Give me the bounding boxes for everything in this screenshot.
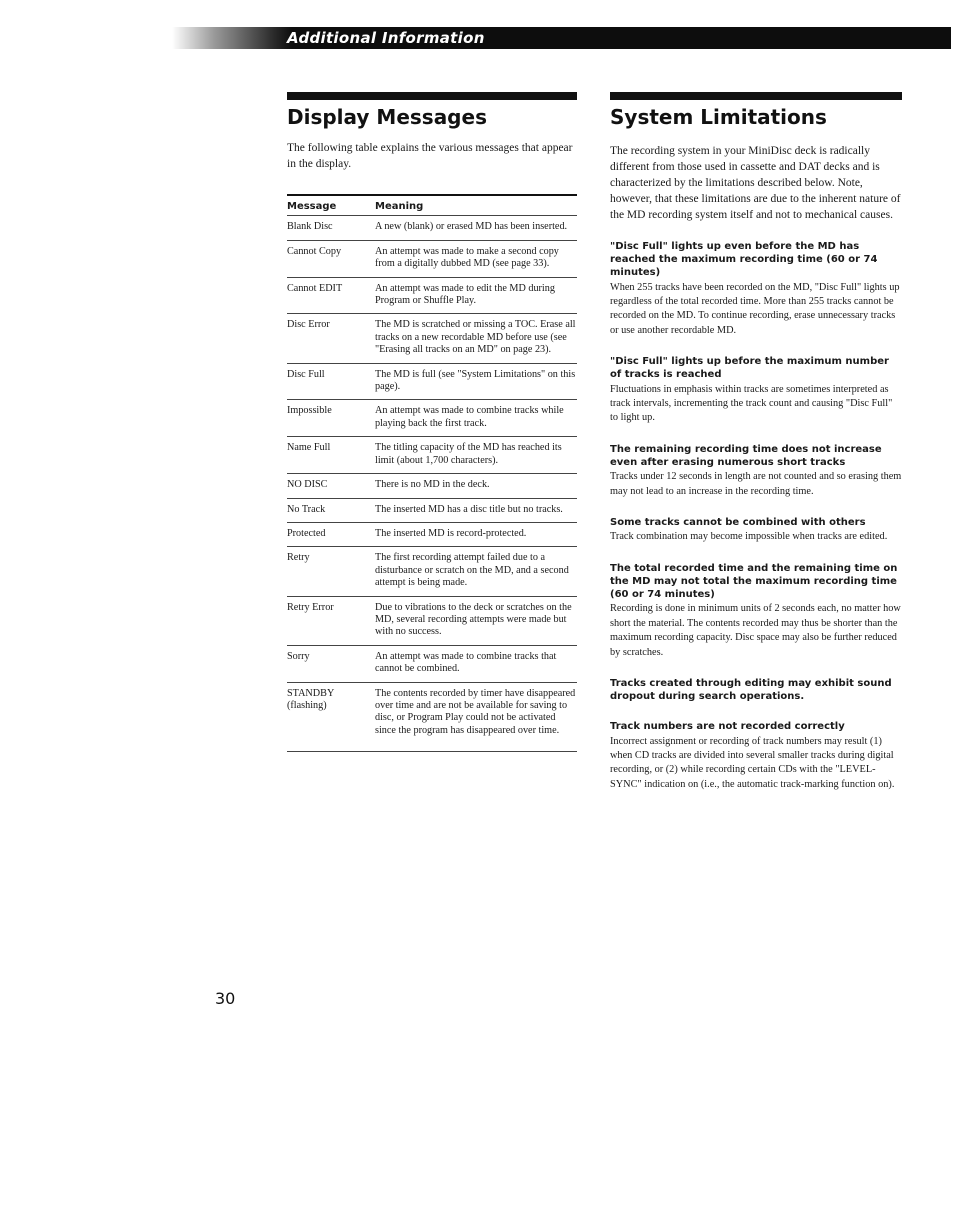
table-row: [287, 437, 577, 474]
page-number: 30: [215, 989, 236, 1008]
table-row: [287, 645, 577, 682]
meaning-cell: There is no MD in the deck.: [375, 474, 577, 498]
message-cell: Name Full: [287, 437, 375, 474]
meaning-column-header: Meaning: [375, 201, 424, 212]
table-row: [287, 547, 577, 596]
heading-rule: [610, 92, 902, 100]
limitation-item: [610, 720, 902, 792]
limitation-heading: The total recorded time and the remaining time on the MD may not total the maximum recording time (60 or 74 minutes): [610, 562, 898, 601]
table-row: [287, 314, 577, 363]
limitation-item: [610, 443, 902, 499]
limitation-item: [610, 562, 902, 660]
table-row: [287, 216, 577, 240]
banner-grain: [172, 27, 292, 49]
meaning-cell: An attempt was made to make a second copy from a digitally dubbed MD (see page 33).: [375, 240, 577, 277]
section-title: Additional Information: [287, 29, 485, 47]
message-cell: NO DISC: [287, 474, 375, 498]
limitation-body: Tracks under 12 seconds in length are not counted and so erasing them may not lead to an increase in the recording time.: [610, 471, 902, 497]
meaning-cell: A new (blank) or erased MD has been inserted.: [375, 216, 577, 240]
meaning-cell: The inserted MD is record-protected.: [375, 522, 577, 546]
limitation-heading: "Disc Full" lights up before the maximum number of tracks is reached: [610, 356, 889, 381]
message-column-header: Message: [287, 201, 337, 212]
message-cell: Disc Error: [287, 314, 375, 363]
system-limitations-heading: System Limitations: [610, 105, 827, 129]
meaning-cell: The first recording attempt failed due to a disturbance or scratch on the MD, and a second attempt is being made.: [375, 547, 577, 596]
limitation-heading: The remaining recording time does not increase even after erasing numerous short tracks: [610, 443, 882, 469]
message-cell: No Track: [287, 498, 375, 522]
meaning-cell: An attempt was made to edit the MD during Program or Shuffle Play.: [375, 277, 577, 314]
meaning-cell: Due to vibrations to the deck or scratches on the MD, several recording attempts were made but with no success.: [375, 596, 577, 645]
limitation-body: Track combination may become impossible when tracks are edited.: [610, 531, 888, 543]
table-row: [287, 522, 577, 546]
table-header-row: [287, 195, 577, 216]
message-cell: Protected: [287, 522, 375, 546]
limitation-body: Incorrect assignment or recording of track numbers may result (1) when CD tracks are divided into several smaller tracks during digital recording, or (2) while recording certain CDs with the "LEVEL-SYNC" indication on (i.e., the automatic track-marking function on).: [610, 735, 895, 790]
limitation-item: [610, 355, 902, 426]
table-row: [287, 400, 577, 437]
message-cell: Impossible: [287, 400, 375, 437]
meaning-cell: An attempt was made to combine tracks while playing back the first track.: [375, 400, 577, 437]
message-cell: Blank Disc: [287, 216, 375, 240]
table-row: [287, 682, 577, 752]
meaning-cell: An attempt was made to combine tracks that cannot be combined.: [375, 645, 577, 682]
message-cell: Retry Error: [287, 596, 375, 645]
table-row: [287, 596, 577, 645]
limitation-body: When 255 tracks have been recorded on the MD, "Disc Full" lights up regardless of the total recorded time. More than 255 tracks cannot be recorded on the MD. To continue recording, erase unnecessary tracks or use another recordable MD.: [610, 281, 900, 336]
message-cell: Cannot EDIT: [287, 277, 375, 314]
heading-rule: [287, 92, 577, 100]
limitation-heading: Tracks created through editing may exhibit sound dropout during search operations.: [610, 677, 892, 703]
limitation-heading: Track numbers are not recorded correctly: [610, 721, 845, 733]
limitation-body: Fluctuations in emphasis within tracks are sometimes interpreted as track intervals, incrementing the track count and causing "Disc Full" to light up.: [610, 383, 893, 424]
limitation-body: Recording is done in minimum units of 2 seconds each, no matter how short the material. The contents recorded may thus be shorter than the maximum recording capacity. Disc space may also be further reduced by scratches.: [610, 603, 901, 658]
message-cell: Retry: [287, 547, 375, 596]
table-row: [287, 240, 577, 277]
limitation-item: [610, 516, 902, 545]
table-row: [287, 498, 577, 522]
system-limitations-intro: The recording system in your MiniDisc deck is radically different from those used in cassette and DAT decks and is characterized by the limitations described below. Note, however, that these limitations are due to the inherent nature of the MD recording system itself and not to mechanical causes.: [610, 145, 901, 221]
display-messages-column: [287, 92, 577, 752]
display-messages-intro: The following table explains the various messages that appear in the display.: [287, 142, 573, 170]
meaning-cell: The titling capacity of the MD has reached its limit (about 1,700 characters).: [375, 437, 577, 474]
message-cell: Sorry: [287, 645, 375, 682]
limitation-heading: "Disc Full" lights up even before the MD has reached the maximum recording time (60 or 74 minutes): [610, 241, 878, 279]
table-row: [287, 474, 577, 498]
message-cell: Disc Full: [287, 363, 375, 400]
display-messages-heading: Display Messages: [287, 105, 487, 129]
limitation-item: [610, 240, 902, 338]
table-row: [287, 363, 577, 400]
meaning-cell: The inserted MD has a disc title but no tracks.: [375, 498, 577, 522]
meaning-cell: The contents recorded by timer have disappeared over time and are not be available for saving to disc, or Program Play could not be activated since the program has disappeared over time.: [375, 682, 577, 752]
messages-table: [287, 194, 577, 752]
meaning-cell: The MD is full (see "System Limitations" on this page).: [375, 363, 577, 400]
system-limitations-column: [610, 92, 902, 792]
message-cell: STANDBY (flashing): [287, 682, 375, 752]
meaning-cell: The MD is scratched or missing a TOC. Erase all tracks on a new recordable MD before use (see "Erasing all tracks on an MD" on page 23).: [375, 314, 577, 363]
limitation-item: [610, 677, 902, 703]
limitation-heading: Some tracks cannot be combined with others: [610, 517, 866, 529]
table-row: [287, 277, 577, 314]
message-cell: Cannot Copy: [287, 240, 375, 277]
